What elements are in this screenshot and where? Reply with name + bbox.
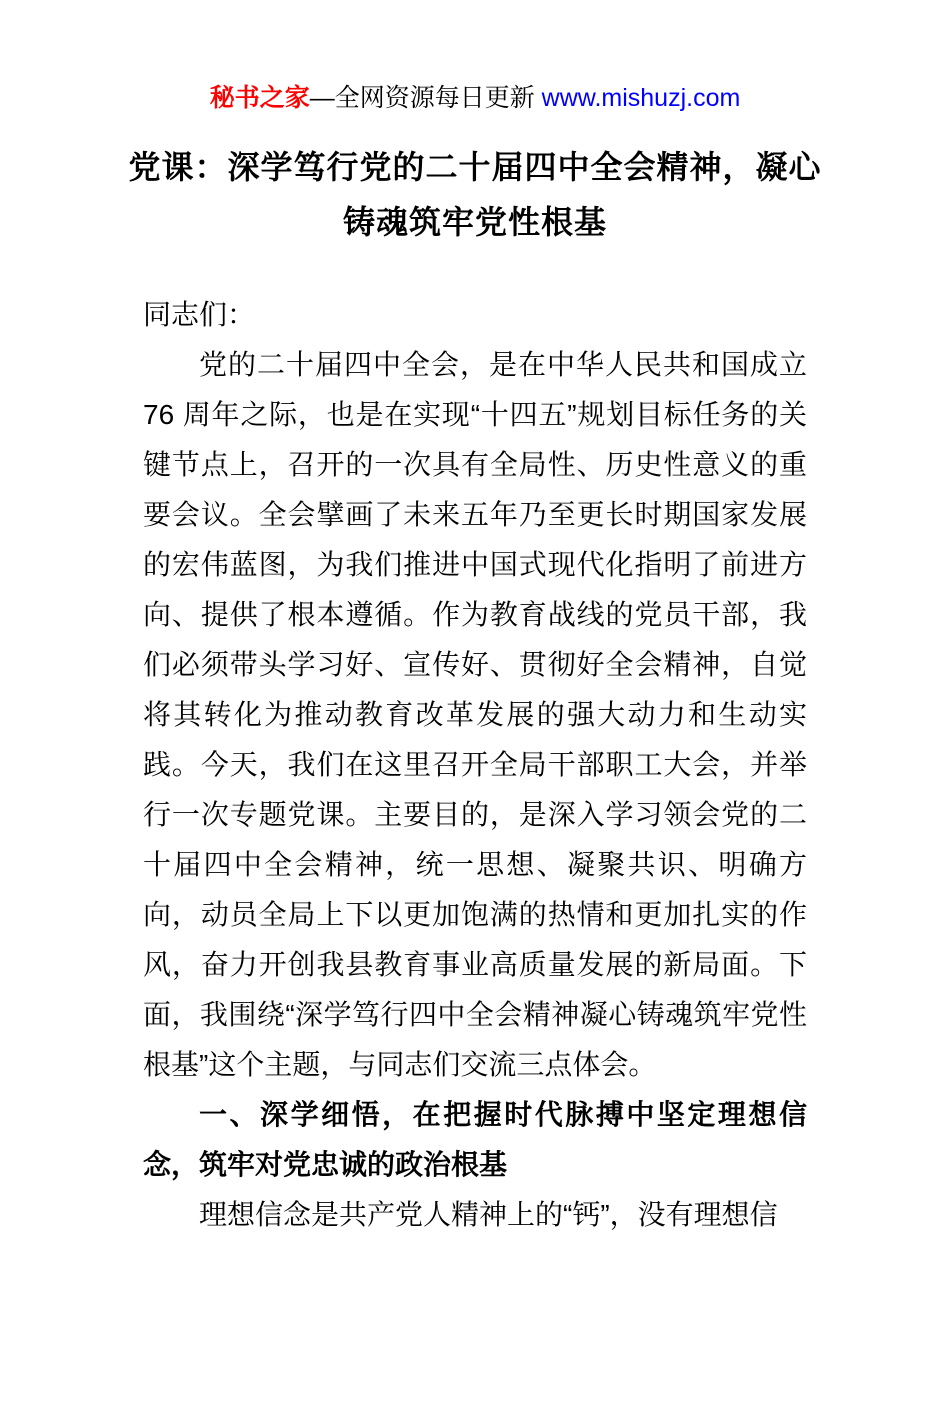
paragraph-intro: 党的二十届四中全会，是在中华人民共和国成立 76 周年之际，也是在实现“十四五”规划目标任务的关键节点上，召开的一次具有全局性、历史性意义的重要会议。全会擘画了未来五年乃至更长时期国家发展的宏伟蓝图，为我们推进中国式现代化指明了前进方向、提供了根本遵循。作为教育战线的党员干部，我们必须带头学习好、宣传好、贯彻好全会精神，自觉将其转化为推动教育改革发展的强大动力和生动实践。今天，我们在这里召开全局干部职工大会，并举行一次专题党课。主要目的，是深入学习领会党的二十届四中全会精神，统一思想、凝聚共识、明确方向，动员全局上下以更加饱满的热情和更加扎实的作风，奋力开创我县教育事业高质量发展的新局面。下面，我围绕“深学笃行四中全会精神凝心铸魂筑牢党性根基”这个主题，与同志们交流三点体会。 [143, 349, 807, 1080]
section-heading-1: 一、深学细悟，在把握时代脉搏中坚定理想信念，筑牢对党忠诚的政治根基 [143, 1099, 807, 1180]
document-page [0, 82, 950, 1426]
header-dash: — [309, 84, 335, 112]
salutation-line: 同志们： [143, 299, 256, 330]
site-brand: 秘书之家 [209, 84, 310, 112]
document-body [0, 290, 950, 1240]
site-url-link[interactable]: www.mishuzj.com [541, 84, 741, 112]
paragraph-section1-start: 理想信念是共产党人精神上的“钙”，没有理想信 [199, 1199, 778, 1230]
site-header [0, 82, 950, 114]
site-tagline: 全网资源每日更新 [334, 84, 542, 112]
document-title: 党课：深学笃行党的二十届四中全会精神，凝心铸魂筑牢党性根基 [128, 149, 822, 240]
